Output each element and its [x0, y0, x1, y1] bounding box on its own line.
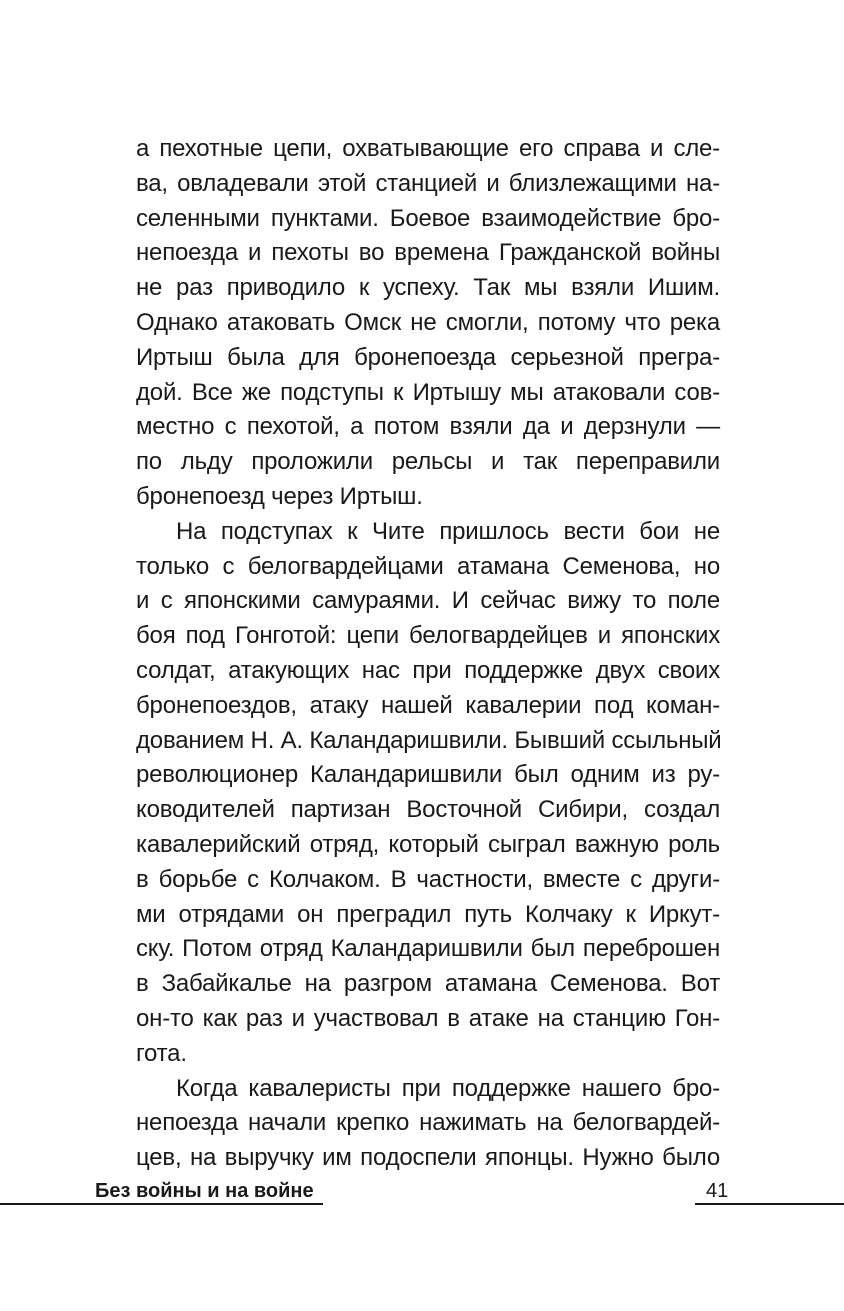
text-line: он-то как раз и участвовал в атаке на станцию Гон- — [136, 1004, 720, 1032]
text-line: по льду проложили рельсы и так переправили — [136, 448, 720, 476]
text-line: местно с пехотой, а потом взяли да и дерзнули — — [136, 413, 720, 441]
text-line: непоезда начали крепко нажимать на белогвардей- — [136, 1109, 720, 1137]
text-line: бронепоезд через Иртыш. — [136, 482, 423, 510]
text-line: ководителей партизан Восточной Сибири, создал — [136, 796, 720, 824]
text-line: а пехотные цепи, охватывающие его справа и сле- — [136, 135, 720, 162]
text-line: в борьбе с Колчаком. В частности, вместе с други- — [136, 865, 720, 893]
text-line: в Забайкалье на разгром атамана Семенова. Вот — [136, 970, 720, 998]
text-line: не раз приводило к успеху. Так мы взяли Ишим. — [136, 274, 720, 302]
text-line: кавалерийский отряд, который сыграл важную роль — [136, 830, 720, 858]
text-line: солдат, атакующих нас при поддержке двух своих — [136, 656, 720, 684]
text-line: боя под Гонготой: цепи белогвардейцев и японских — [136, 622, 720, 650]
running-footer-title: Без войны и на войне — [95, 1180, 314, 1202]
text-line: ску. Потом отряд Каландаришвили был переброшен — [136, 935, 720, 963]
text-line: бронепоездов, атаку нашей кавалерии под коман- — [136, 691, 720, 719]
text-line: только с белогвардейцами атамана Семенова, но — [136, 552, 720, 580]
text-line: гота. — [136, 1039, 187, 1067]
text-line: ва, овладевали этой станцией и близлежащими на- — [136, 169, 720, 197]
text-line: дой. Все же подступы к Иртышу мы атаковали сов- — [136, 378, 720, 406]
text-line: дованием Н. А. Каландаришвили. Бывший ссыльный — [136, 726, 722, 754]
text-line: Однако атаковать Омск не смогли, потому что река — [136, 308, 720, 336]
text-line: и с японскими самураями. И сейчас вижу то поле — [136, 587, 720, 615]
footer-rule-left — [0, 1203, 323, 1205]
text-line: ми отрядами он преградил путь Колчаку к Иркут- — [136, 900, 720, 928]
text-line: непоезда и пехоты во времена Гражданской войны — [136, 239, 720, 267]
text-line: цев, на выручку им подоспели японцы. Нужно было — [136, 1144, 720, 1172]
text-line: На подступах к Чите пришлось вести бои не — [176, 517, 720, 545]
text-line: революционер Каландаришвили был одним из ру- — [136, 761, 720, 789]
text-line: Иртыш была для бронепоезда серьезной прегра- — [136, 343, 720, 371]
page-number: 41 — [706, 1180, 729, 1202]
body-text — [136, 132, 720, 1176]
text-line: селенными пунктами. Боевое взаимодействие бро- — [136, 204, 720, 232]
text-line: Когда кавалеристы при поддержке нашего бро- — [176, 1074, 720, 1102]
